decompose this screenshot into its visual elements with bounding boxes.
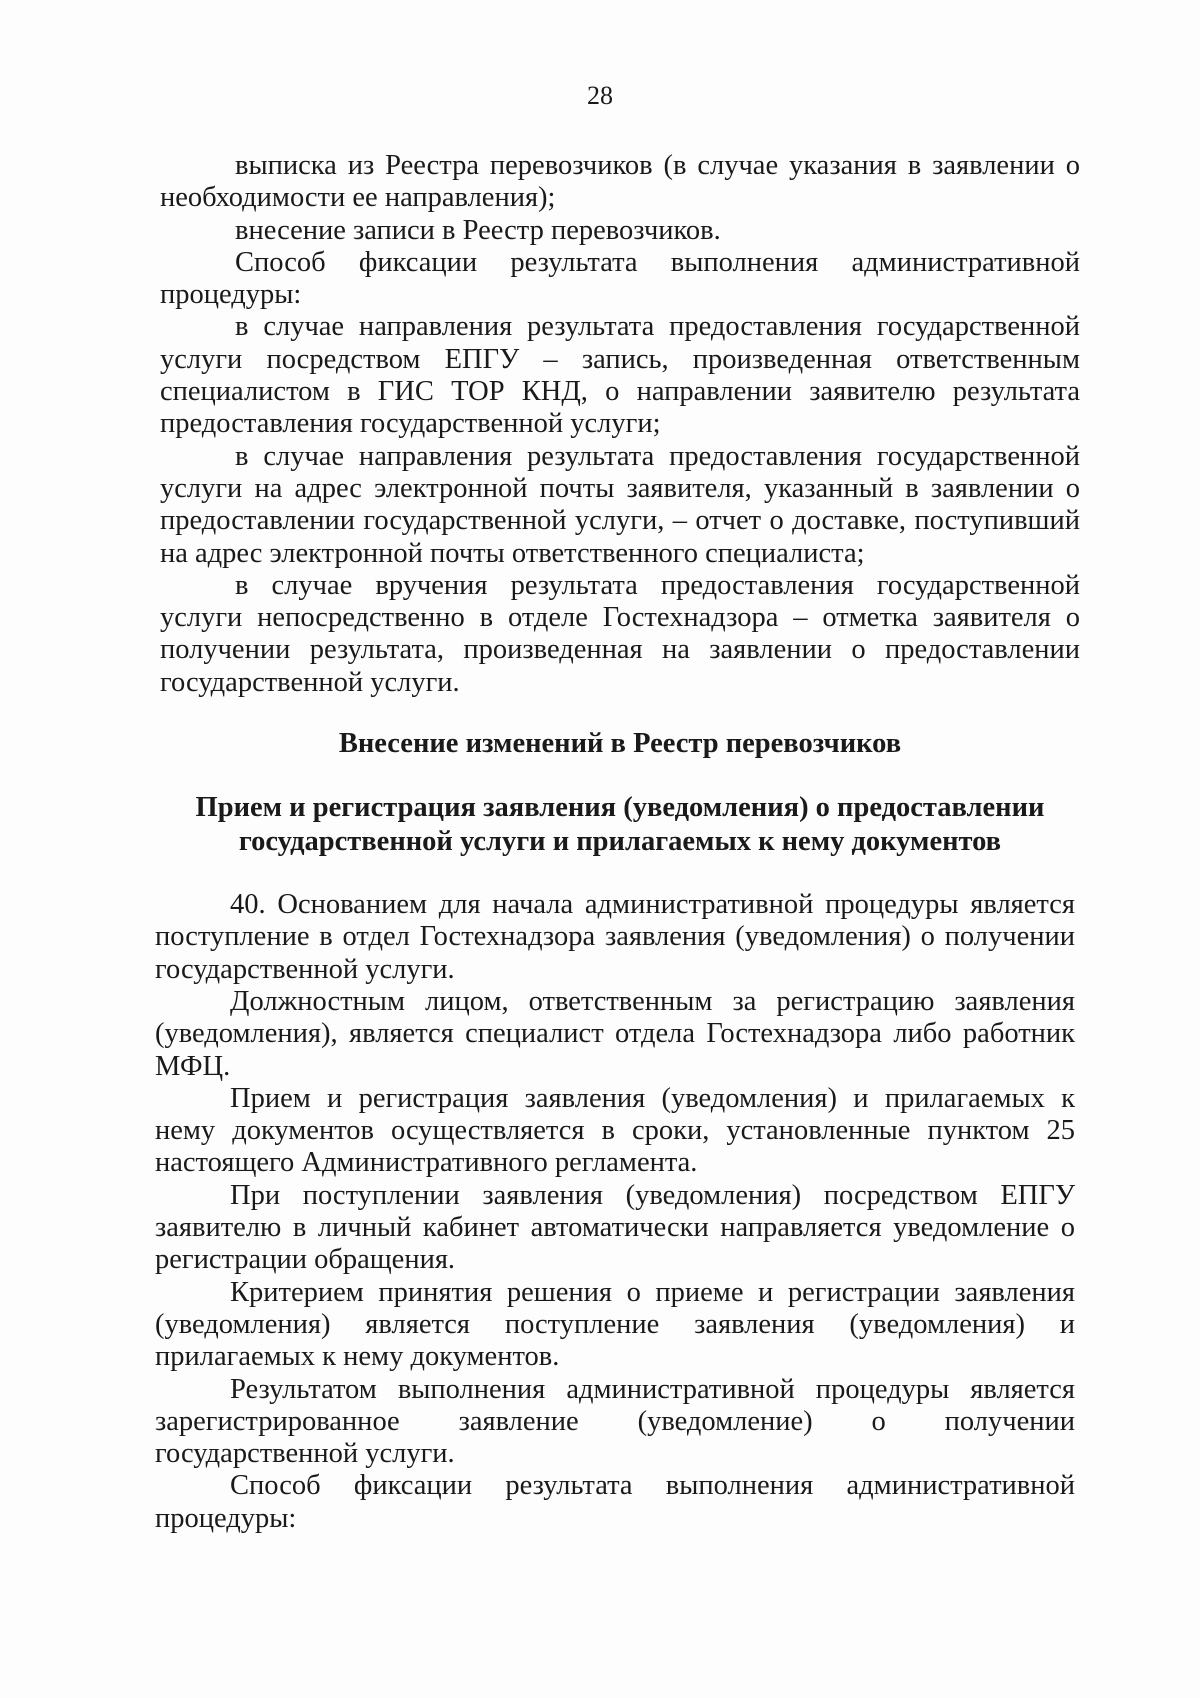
- paragraph-procedure-result: Результатом выполнения административной процедуры является зарегистрированное заявление (уведомление) о получении государственной услуги.: [155, 1373, 1075, 1470]
- section-heading: Внесение изменений в Реестр перевозчиков: [338, 728, 902, 760]
- paragraph-40-basis: 40. Основанием для начала административной процедуры является поступление в отдел Гостехнадзора заявления (уведомления) о получении государственной услуги.: [155, 889, 1075, 985]
- paragraph-registry-entry: внесение записи в Реестр перевозчиков.: [235, 214, 721, 246]
- paragraph-email-result: в случае направления результата предоставления государственной услуги на адрес электронной почты заявителя, указанный в заявлении о предоставлении государственной услуги, – отчет о доставке, поступивший на адрес электронной почты ответственного специалиста;: [160, 440, 1080, 569]
- paragraph-extract-registry: выписка из Реестра перевозчиков (в случае указания в заявлении о необходимости ее направления);: [160, 150, 1080, 214]
- paragraph-fixation-method-2: Способ фиксации результата выполнения административной процедуры:: [155, 1470, 1075, 1534]
- document-body: [155, 150, 1080, 1535]
- paragraph-reception-terms: Прием и регистрация заявления (уведомления) и прилагаемых к нему документов осуществляется в сроки, установленные пунктом 25 настоящего Административного регламента.: [155, 1082, 1075, 1179]
- paragraph-epgu-notification: При поступлении заявления (уведомления) посредством ЕПГУ заявителю в личный кабинет автоматически направляется уведомление о регистрации обращения.: [155, 1179, 1075, 1276]
- paragraph-decision-criterion: Критерием принятия решения о приеме и регистрации заявления (уведомления) является поступление заявления (уведомления) и прилагаемых к нему документов.: [155, 1276, 1075, 1373]
- bottom-paragraphs: [155, 889, 1075, 1535]
- paragraph-responsible-official: Должностным лицом, ответственным за регистрацию заявления (уведомления), является специалист отдела Гостехнадзора либо работник МФЦ.: [155, 985, 1075, 1082]
- subsection-heading: Прием и регистрация заявления (уведомления) о предоставлении государственной услуги и прилагаемых к нему документов: [195, 792, 1045, 858]
- paragraph-handover-result: в случае вручения результата предоставления государственной услуги непосредственно в отделе Гостехнадзора – отметка заявителя о получении результата, произведенная на заявлении о предоставлении государственной услуги.: [160, 569, 1080, 698]
- paragraph-fixation-method: Способ фиксации результата выполнения административной процедуры:: [160, 246, 1080, 311]
- page-number: 28: [587, 81, 613, 110]
- paragraph-epgu-result: в случае направления результата предоставления государственной услуги посредством ЕПГУ – запись, произведенная ответственным специалистом в ГИС ТОР КНД, о направлении заявителю результата предоставления государственной услуги;: [160, 311, 1080, 440]
